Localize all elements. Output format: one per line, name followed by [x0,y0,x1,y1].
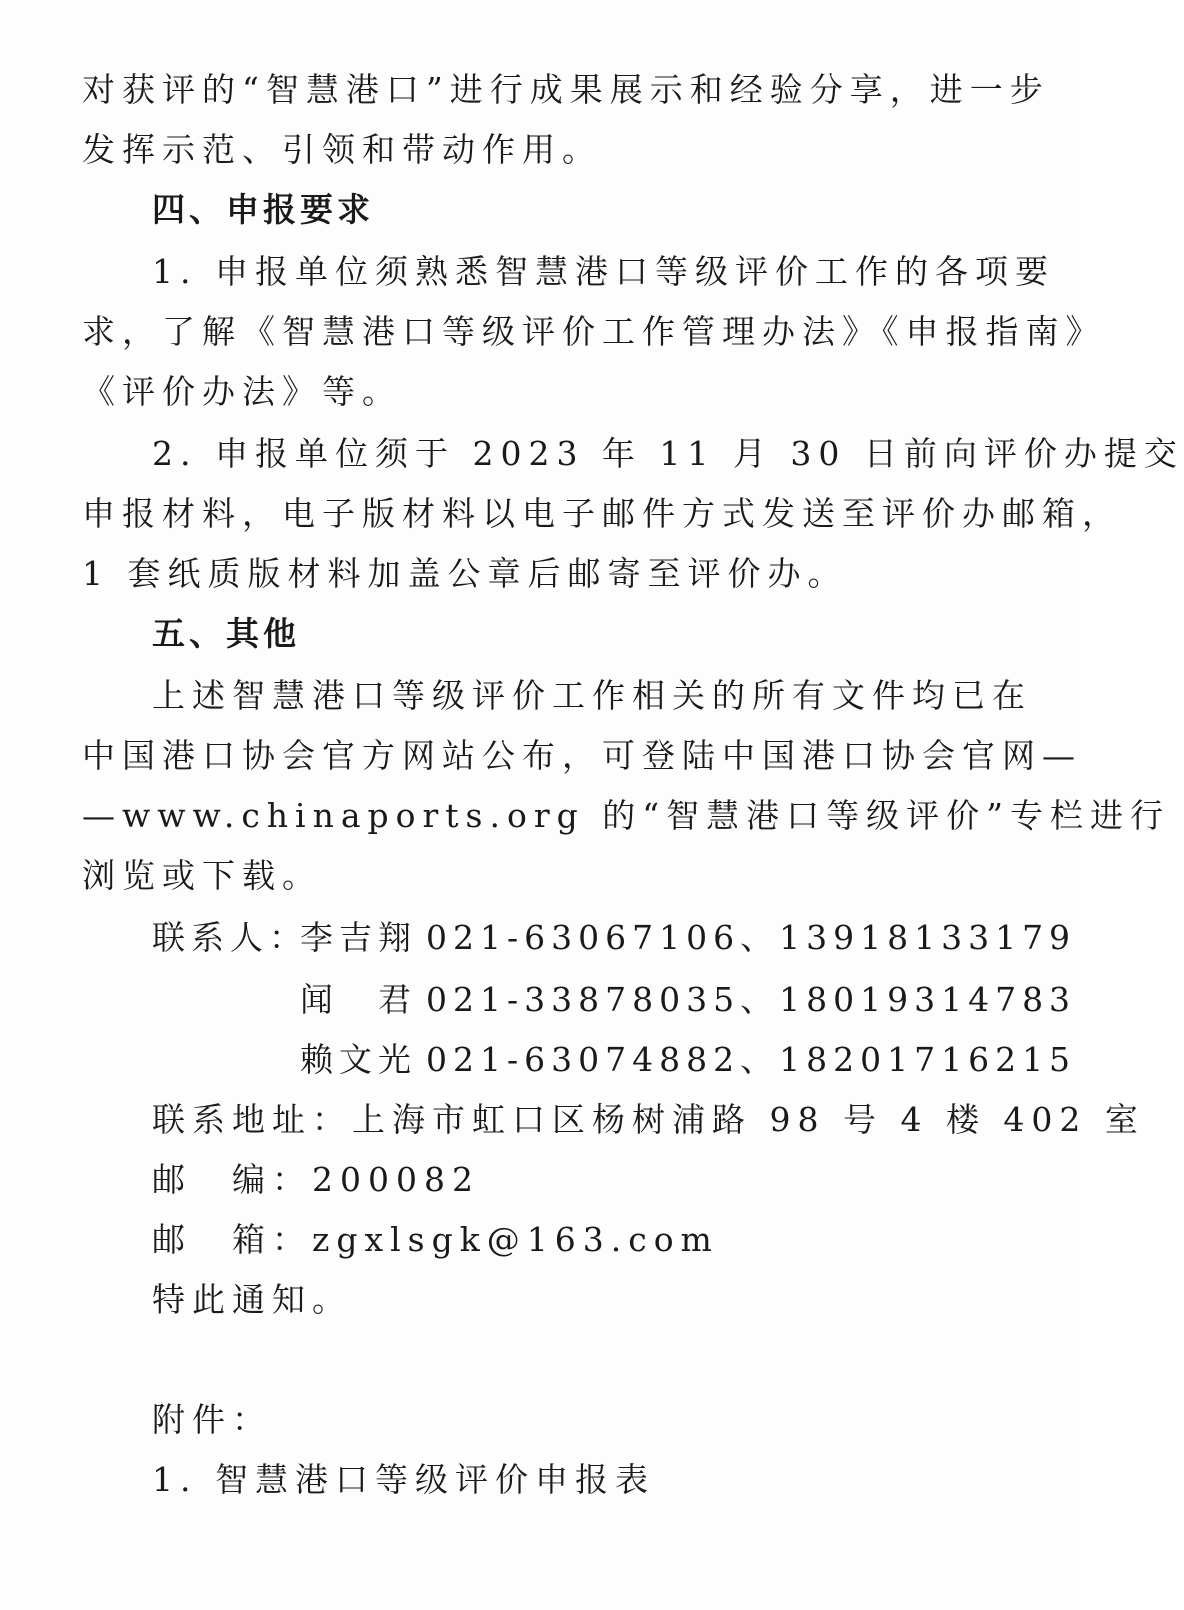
contact-phones: 021-63067106、13918133179 [426,918,1077,957]
paragraph-line: 1 套纸质版材料加盖公章后邮寄至评价办。 [82,554,848,593]
paragraph-line: 对获评的“智慧港口”进行成果展示和经验分享，进一步 [82,70,1050,109]
paragraph-line: 1. 申报单位须熟悉智慧港口等级评价工作的各项要 [152,252,1055,291]
paragraph-line: 求，了解《智慧港口等级评价工作管理办法》《申报指南》 [82,312,1106,351]
contact-email: 邮 箱：zgxlsgk@163.com [152,1220,719,1259]
section-heading-4: 四、申报要求 [152,190,374,229]
contact-label: 联系人： [152,918,308,957]
paragraph-line: 发挥示范、引领和带动作用。 [82,130,602,169]
paragraph-line: 2. 申报单位须于 2023 年 11 月 30 日前向评价办提交 [152,434,1184,473]
contact-address: 联系地址：上海市虹口区杨树浦路 98 号 4 楼 402 室 [152,1100,1145,1139]
contact-postcode: 邮 编：200082 [152,1160,480,1199]
paragraph-line: 申报材料，电子版材料以电子邮件方式发送至评价办邮箱， [82,494,1122,533]
closing-text: 特此通知。 [152,1280,352,1319]
section-heading-5: 五、其他 [152,614,300,653]
contact-name: 赖文光 [300,1040,417,1079]
paragraph-line: —www.chinaports.org 的“智慧港口等级评价”专栏进行 [82,796,1170,835]
paragraph-line: 上述智慧港口等级评价工作相关的所有文件均已在 [152,676,1032,715]
paragraph-line: 《评价办法》等。 [82,372,402,411]
paragraph-line: 中国港口协会官方网站公布，可登陆中国港口协会官网— [82,736,1082,775]
contact-phones: 021-33878035、18019314783 [426,980,1077,1019]
attachment-label: 附件： [152,1400,272,1439]
contact-phones: 021-63074882、18201716215 [426,1040,1077,1079]
attachment-item: 1. 智慧港口等级评价申报表 [152,1460,655,1499]
contact-name: 李吉翔 [300,918,417,957]
contact-name: 闻 君 [300,980,417,1019]
paragraph-line: 浏览或下载。 [82,856,322,895]
